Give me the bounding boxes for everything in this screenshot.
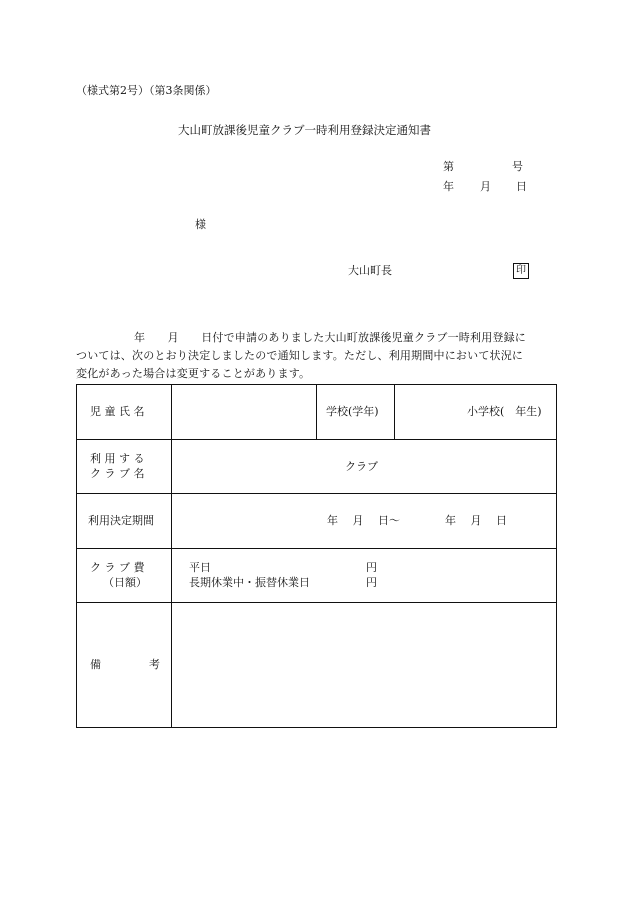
table-column-divider (171, 385, 172, 728)
document-title: 大山町放課後児童クラブ一時利用登録決定通知書 (178, 123, 431, 137)
table-row-divider (77, 602, 556, 603)
body-line-1: 年 月 日付で申請のありました大山町放課後児童クラブ一時利用登録に (134, 331, 526, 344)
child-name-label: 児 童 氏 名 (90, 405, 145, 418)
fee-label-line-2: （日額） (103, 576, 147, 589)
fee-weekday-yen: 円 (366, 561, 377, 574)
date-month: 月 (480, 180, 491, 193)
school-label: 学校(学年) (326, 405, 379, 418)
body-line-3: 変化があった場合は変更することがあります。 (76, 367, 311, 380)
period-label: 利用決定期間 (88, 514, 154, 527)
date-year: 年 (443, 180, 454, 193)
remarks-label-start: 備 (90, 658, 101, 671)
table-row-divider (77, 493, 556, 494)
addressee-suffix: 様 (195, 218, 206, 231)
issuer-name: 大山町長 (348, 264, 392, 277)
fee-weekday-label: 平日 (189, 561, 211, 574)
club-name-value: クラブ (345, 460, 378, 473)
reference-dai: 第 (443, 160, 454, 173)
reference-go: 号 (512, 160, 523, 173)
table-row-divider (77, 548, 556, 549)
table-column-divider (316, 385, 317, 439)
date-day: 日 (516, 180, 527, 193)
seal-mark: 印 (513, 263, 529, 279)
remarks-label-end: 考 (149, 658, 160, 671)
period-from: 年 月 日～ (327, 514, 400, 527)
club-name-label-line-2: ク ラ ブ 名 (90, 467, 145, 480)
fee-holiday-yen: 円 (366, 576, 377, 589)
form-number: （様式第2号）（第3条関係） (76, 84, 217, 97)
club-name-label-line-1: 利 用 す る (90, 452, 145, 465)
body-line-2: ついては、次のとおり決定しましたので通知します。ただし、利用期間中において状況に (76, 349, 524, 362)
body-paragraph (76, 329, 560, 383)
school-value: 小学校( 年生) (467, 405, 542, 418)
fee-label-line-1: ク ラ ブ 費 (90, 561, 145, 574)
table-column-divider (394, 385, 395, 439)
table-row-divider (77, 439, 556, 440)
fee-holiday-label: 長期休業中・振替休業日 (189, 576, 310, 589)
decision-table (76, 384, 557, 728)
period-to: 年 月 日 (445, 514, 507, 527)
